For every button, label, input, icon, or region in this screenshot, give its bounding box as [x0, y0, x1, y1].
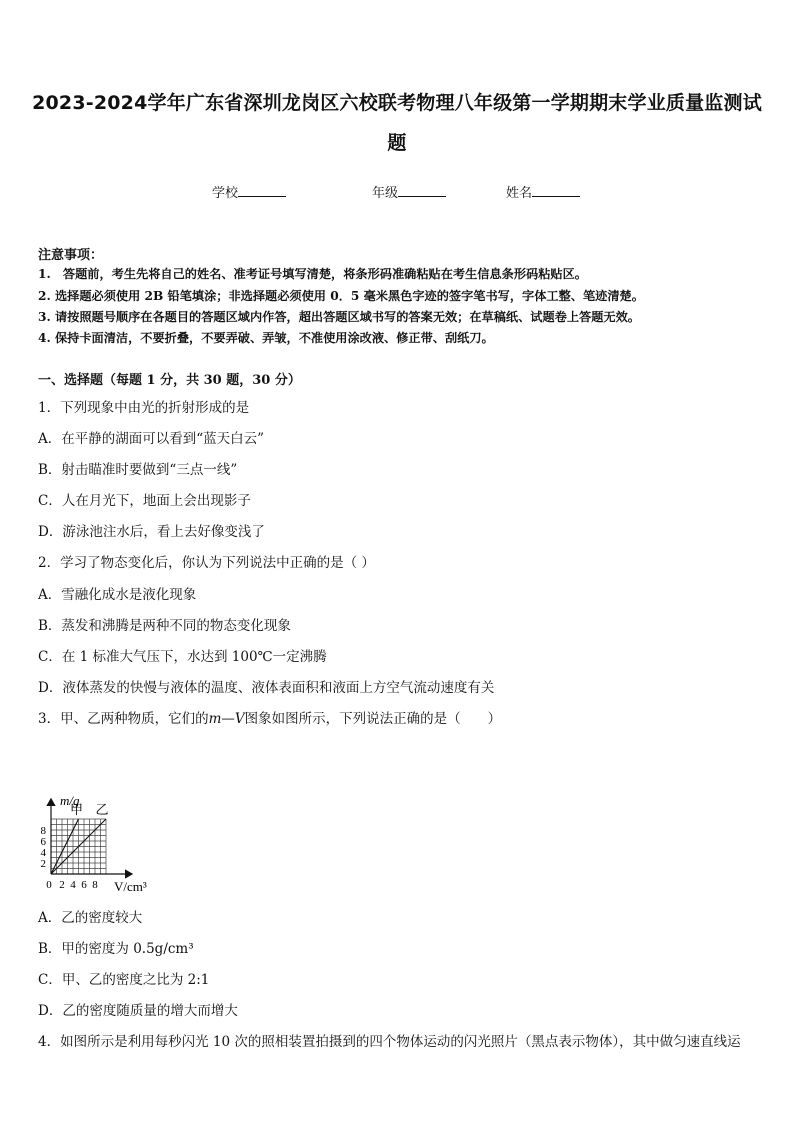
page-title-continuation: 题: [387, 132, 407, 154]
school-blank: [238, 184, 286, 197]
notes-heading: 注意事项：: [38, 248, 104, 263]
question-2-option-c: C．在 1 标准大气压下，水达到 100℃一定沸腾: [38, 649, 327, 665]
x-axis-label: V/cm³: [114, 879, 147, 894]
question-1-option-c: C．人在月光下，地面上会出现影子: [38, 493, 251, 509]
question-3-stem-pre: 3．甲、乙两种物质，它们的: [38, 711, 209, 727]
name-blank: [532, 184, 580, 197]
question-3-option-a: A．乙的密度较大: [38, 910, 143, 926]
grade-field: [372, 182, 446, 201]
x-tick-label: 4: [70, 879, 76, 891]
school-label: 学校: [212, 186, 239, 201]
name-label: 姓名: [506, 186, 533, 201]
x-tick-label: 6: [81, 879, 87, 891]
y-tick-label: 2: [40, 858, 46, 870]
question-1-option-a: A．在平静的湖面可以看到“蓝天白云”: [38, 431, 265, 447]
question-3-stem-post: 图象如图所示，下列说法正确的是（ ）: [244, 711, 502, 727]
question-3-stem: [38, 707, 501, 727]
question-2-option-a: A．雪融化成水是液化现象: [38, 587, 197, 603]
x-tick-label: 8: [92, 879, 98, 891]
question-2-option-d: D．液体蒸发的快慢与液体的温度、液体表面积和液面上方空气流动速度有关: [38, 680, 495, 696]
question-3-option-d: D．乙的密度随质量的增大而增大: [38, 1003, 238, 1019]
note-item: 1. 答题前，考生先将自己的姓名、准考证号填写清楚，将条形码准确粘贴在考生信息条形码粘贴区。: [38, 267, 587, 281]
question-3-option-b: B．甲的密度为 0.5g/cm³: [38, 941, 194, 957]
note-item: 4. 保持卡面清洁，不要折叠，不要弄破、弄皱，不准使用涂改液、修正带、刮纸刀。: [38, 331, 494, 345]
x-tick-label: 0: [46, 879, 52, 891]
school-field: [212, 182, 286, 201]
y-tick-label: 4: [40, 847, 46, 859]
note-item: 2. 选择题必须使用 2B 铅笔填涂；非选择题必须使用 0．5 毫米黑色字迹的签字笔书写，字体工整、笔迹清楚。: [38, 289, 644, 303]
question-1-option-d: D．游泳池注水后，看上去好像变浅了: [38, 524, 265, 540]
x-tick-label: 2: [59, 879, 65, 891]
grade-label: 年级: [372, 186, 399, 201]
note-item: 3. 请按照题号顺序在各题目的答题区域内作答，超出答题区域书写的答案无效；在草稿纸、试题卷上答题无效。: [38, 310, 640, 324]
question-4-stem: 4．如图所示是利用每秒闪光 10 次的照相装置拍摄到的四个物体运动的闪光照片（黑点表示物体），其中做匀速直线运: [38, 1034, 741, 1050]
y-axis-label: m/g: [60, 793, 80, 808]
grade-blank: [398, 184, 446, 197]
question-1-stem: 1．下列现象中由光的折射形成的是: [38, 400, 250, 416]
series-label-1: 甲: [69, 802, 84, 817]
question-2-option-b: B．蒸发和沸腾是两种不同的物态变化现象: [38, 618, 291, 634]
mv-chart: [32, 734, 222, 898]
series-label-2: 乙: [95, 802, 109, 817]
y-tick-label: 8: [40, 825, 46, 837]
section-heading: 一、选择题（每题 1 分，共 30 题，30 分）: [38, 373, 301, 388]
question-1-option-b: B．射击瞄准时要做到“三点一线”: [38, 462, 238, 478]
y-tick-label: 6: [40, 836, 46, 848]
question-3-stem-math: m—V: [208, 711, 245, 727]
name-field: [506, 182, 580, 201]
page-title: 2023-2024学年广东省深圳龙岗区六校联考物理八年级第一学期期末学业质量监测试: [32, 92, 762, 114]
question-2-stem: 2．学习了物态变化后，你认为下列说法中正确的是（ ）: [38, 555, 375, 571]
question-3-option-c: C．甲、乙的密度之比为 2:1: [38, 972, 210, 988]
